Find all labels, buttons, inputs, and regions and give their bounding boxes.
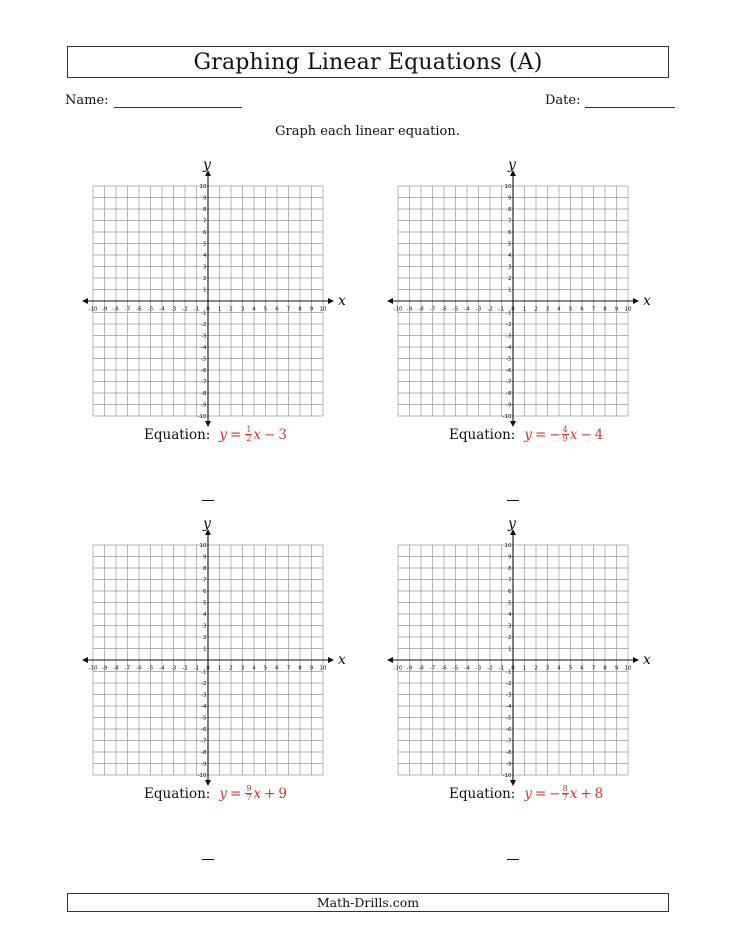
y-axis-name: y bbox=[203, 516, 211, 532]
x-axis-right-arrow-icon bbox=[328, 657, 334, 663]
y-tick-label: 6 bbox=[508, 589, 512, 595]
x-tick-label: -6 bbox=[441, 665, 447, 672]
x-axis-name: x bbox=[338, 652, 346, 668]
x-axis-name: x bbox=[643, 652, 651, 668]
x-tick-label: -7 bbox=[429, 665, 436, 672]
name-field bbox=[65, 92, 242, 108]
x-axis-left-arrow-icon bbox=[82, 298, 88, 304]
y-tick-label: 3 bbox=[203, 264, 207, 271]
y-tick-label: -7 bbox=[506, 738, 512, 745]
x-tick-label: -4 bbox=[464, 665, 470, 672]
y-tick-label: -5 bbox=[201, 715, 207, 722]
x-tick-label: -7 bbox=[124, 306, 131, 313]
x-tick-label: 2 bbox=[229, 306, 233, 313]
x-tick-label: 3 bbox=[545, 306, 550, 313]
answer-line-2[interactable] bbox=[507, 500, 519, 501]
x-tick-label: 5 bbox=[568, 306, 573, 313]
y-tick-label: 6 bbox=[203, 589, 207, 595]
x-tick-label: 0 bbox=[511, 306, 515, 313]
name-label: Name: bbox=[65, 93, 109, 108]
fraction: $\frac{1}{2}$ bbox=[246, 425, 252, 443]
x-tick-label: -8 bbox=[418, 306, 424, 313]
y-tick-label: -7 bbox=[201, 379, 207, 386]
y-tick-label: -4 bbox=[201, 704, 207, 710]
answer-line-3[interactable] bbox=[202, 859, 214, 860]
x-tick-label: 4 bbox=[557, 306, 561, 313]
x-tick-label: 7 bbox=[591, 306, 596, 313]
y-tick-label: -8 bbox=[506, 391, 512, 397]
x-tick-label: 5 bbox=[568, 665, 573, 672]
name-blank[interactable] bbox=[114, 92, 242, 108]
x-tick-label: -2 bbox=[182, 306, 188, 313]
y-tick-label: 5 bbox=[508, 241, 512, 248]
y-tick-label: -10 bbox=[502, 414, 512, 420]
y-tick-label: -1 bbox=[506, 669, 512, 676]
x-tick-label: -6 bbox=[136, 306, 142, 313]
y-tick-label: 4 bbox=[508, 253, 512, 259]
x-tick-label: 4 bbox=[557, 665, 561, 672]
x-tick-label: -7 bbox=[124, 665, 131, 672]
x-axis-right-arrow-icon bbox=[328, 298, 334, 304]
x-tick-label: -5 bbox=[452, 306, 459, 313]
x-tick-label: 1 bbox=[217, 306, 222, 313]
y-tick-label: -2 bbox=[506, 322, 512, 328]
x-tick-label: 10 bbox=[624, 665, 632, 672]
equation-label: Equation: bbox=[449, 785, 516, 802]
equation-4: y = − $\frac{8}{7}$ x + 8 bbox=[524, 784, 604, 802]
x-tick-label: -10 bbox=[88, 306, 98, 313]
y-tick-label: -9 bbox=[506, 402, 512, 409]
answer-line-1[interactable] bbox=[202, 500, 214, 501]
page-title: Graphing Linear Equations (A) bbox=[193, 49, 543, 75]
y-tick-label: 2 bbox=[203, 276, 207, 282]
y-tick-label: -6 bbox=[201, 727, 207, 733]
x-tick-label: -4 bbox=[159, 665, 165, 672]
y-tick-label: -5 bbox=[506, 356, 512, 363]
y-tick-label: -3 bbox=[201, 692, 207, 699]
x-tick-label: -6 bbox=[441, 306, 447, 313]
equation-label: Equation: bbox=[144, 785, 211, 802]
y-tick-label: 8 bbox=[508, 566, 512, 572]
x-tick-label: 9 bbox=[614, 665, 619, 672]
y-tick-label: 2 bbox=[508, 635, 512, 641]
y-tick-label: 6 bbox=[203, 230, 207, 236]
x-tick-label: 7 bbox=[286, 665, 291, 672]
equation-row-2 bbox=[449, 426, 603, 443]
equation-row-1 bbox=[144, 426, 287, 443]
y-tick-label: 1 bbox=[203, 287, 207, 294]
x-tick-label: 10 bbox=[624, 306, 632, 313]
y-tick-label: -3 bbox=[506, 692, 512, 699]
y-tick-label: 10 bbox=[199, 543, 207, 549]
y-tick-label: 5 bbox=[203, 600, 207, 607]
x-axis-left-arrow-icon bbox=[387, 298, 393, 304]
x-tick-label: -5 bbox=[147, 306, 154, 313]
x-tick-label: 8 bbox=[298, 665, 302, 672]
x-tick-label: 10 bbox=[319, 665, 327, 672]
x-tick-label: 10 bbox=[319, 306, 327, 313]
coordinate-grid-2[interactable] bbox=[385, 155, 655, 427]
x-tick-label: -1 bbox=[498, 665, 505, 672]
equation-label: Equation: bbox=[144, 426, 211, 443]
x-tick-label: -4 bbox=[159, 306, 165, 313]
x-axis-name: x bbox=[643, 293, 651, 309]
date-label: Date: bbox=[545, 93, 581, 108]
y-tick-label: 4 bbox=[203, 612, 207, 618]
x-tick-label: -9 bbox=[101, 665, 108, 672]
x-tick-label: 8 bbox=[603, 665, 607, 672]
x-tick-label: 2 bbox=[534, 665, 538, 672]
y-tick-label: -6 bbox=[201, 368, 207, 374]
x-tick-label: -9 bbox=[101, 306, 108, 313]
x-tick-label: -10 bbox=[393, 665, 403, 672]
x-axis-name: x bbox=[338, 293, 346, 309]
y-tick-label: -8 bbox=[506, 750, 512, 756]
y-tick-label: 1 bbox=[508, 646, 512, 653]
y-tick-label: 4 bbox=[203, 253, 207, 259]
y-tick-label: 9 bbox=[203, 195, 207, 202]
y-tick-label: 2 bbox=[203, 635, 207, 641]
y-tick-label: -2 bbox=[201, 322, 207, 328]
x-tick-label: 1 bbox=[522, 306, 527, 313]
x-tick-label: 7 bbox=[286, 306, 291, 313]
x-tick-label: -5 bbox=[147, 665, 154, 672]
y-tick-label: -9 bbox=[201, 761, 207, 768]
x-tick-label: 0 bbox=[511, 665, 515, 672]
x-tick-label: 9 bbox=[309, 306, 314, 313]
y-tick-label: -1 bbox=[506, 310, 512, 317]
x-tick-label: 5 bbox=[263, 665, 268, 672]
x-tick-label: 9 bbox=[309, 665, 314, 672]
date-field bbox=[545, 92, 675, 108]
y-tick-label: 10 bbox=[504, 184, 512, 190]
x-tick-label: 4 bbox=[252, 665, 256, 672]
x-tick-label: 6 bbox=[275, 665, 279, 672]
y-tick-label: 1 bbox=[203, 646, 207, 653]
y-tick-label: 5 bbox=[203, 241, 207, 248]
fraction: $\frac{8}{7}$ bbox=[562, 784, 568, 802]
equation-1: y = $\frac{1}{2}$ x − 3 bbox=[219, 425, 287, 443]
y-tick-label: 10 bbox=[199, 184, 207, 190]
x-tick-label: 1 bbox=[522, 665, 527, 672]
x-tick-label: 3 bbox=[240, 665, 245, 672]
x-tick-label: -2 bbox=[182, 665, 188, 672]
y-tick-label: -9 bbox=[201, 402, 207, 409]
x-tick-label: 1 bbox=[217, 665, 222, 672]
y-tick-label: 7 bbox=[203, 577, 207, 584]
y-tick-label: 9 bbox=[508, 195, 512, 202]
equation-3: y = $\frac{9}{7}$ x + 9 bbox=[219, 784, 287, 802]
instructions: Graph each linear equation. bbox=[275, 124, 460, 139]
y-tick-label: 5 bbox=[508, 600, 512, 607]
x-tick-label: 3 bbox=[240, 306, 245, 313]
y-tick-label: -6 bbox=[506, 368, 512, 374]
x-tick-label: 0 bbox=[206, 306, 210, 313]
y-tick-label: 7 bbox=[203, 218, 207, 225]
y-axis-name: y bbox=[508, 157, 516, 173]
y-tick-label: -10 bbox=[502, 773, 512, 779]
equation-2: y = − $\frac{4}{9}$ x − 4 bbox=[524, 425, 604, 443]
y-tick-label: -3 bbox=[506, 333, 512, 340]
x-tick-label: -2 bbox=[487, 665, 493, 672]
y-tick-label: -5 bbox=[201, 356, 207, 363]
x-tick-label: -3 bbox=[170, 665, 177, 672]
x-tick-label: 2 bbox=[534, 306, 538, 313]
y-tick-label: 8 bbox=[203, 207, 207, 213]
x-tick-label: 0 bbox=[206, 665, 210, 672]
y-tick-label: -9 bbox=[506, 761, 512, 768]
x-tick-label: -2 bbox=[487, 306, 493, 313]
y-tick-label: 7 bbox=[508, 577, 512, 584]
x-tick-label: -6 bbox=[136, 665, 142, 672]
y-tick-label: -2 bbox=[201, 681, 207, 687]
y-tick-label: 7 bbox=[508, 218, 512, 225]
x-tick-label: 7 bbox=[591, 665, 596, 672]
x-axis-left-arrow-icon bbox=[82, 657, 88, 663]
y-tick-label: 4 bbox=[508, 612, 512, 618]
y-tick-label: 2 bbox=[508, 276, 512, 282]
x-tick-label: -10 bbox=[393, 306, 403, 313]
y-tick-label: 3 bbox=[203, 623, 207, 630]
y-axis-name: y bbox=[203, 157, 211, 173]
y-tick-label: -3 bbox=[201, 333, 207, 340]
y-tick-label: -4 bbox=[506, 704, 512, 710]
x-tick-label: 3 bbox=[545, 665, 550, 672]
date-blank[interactable] bbox=[585, 92, 675, 108]
x-tick-label: -9 bbox=[406, 665, 413, 672]
y-tick-label: -4 bbox=[201, 345, 207, 351]
fraction: $\frac{9}{7}$ bbox=[246, 784, 252, 802]
x-tick-label: -5 bbox=[452, 665, 459, 672]
y-tick-label: -7 bbox=[201, 738, 207, 745]
y-tick-label: -8 bbox=[201, 391, 207, 397]
x-tick-label: 4 bbox=[252, 306, 256, 313]
x-tick-label: -1 bbox=[193, 306, 200, 313]
y-tick-label: 9 bbox=[508, 554, 512, 561]
coordinate-grid-4[interactable] bbox=[385, 514, 655, 786]
fraction: $\frac{4}{9}$ bbox=[562, 425, 568, 443]
y-tick-label: -2 bbox=[506, 681, 512, 687]
y-axis-name: y bbox=[508, 516, 516, 532]
title-box bbox=[67, 46, 669, 78]
x-tick-label: 6 bbox=[580, 665, 584, 672]
y-tick-label: 3 bbox=[508, 264, 512, 271]
footer-text: Math-Drills.com bbox=[316, 895, 420, 910]
y-tick-label: -8 bbox=[201, 750, 207, 756]
y-tick-label: 10 bbox=[504, 543, 512, 549]
coordinate-grid-1[interactable] bbox=[80, 155, 350, 427]
x-tick-label: 6 bbox=[580, 306, 584, 313]
x-tick-label: -8 bbox=[418, 665, 424, 672]
x-axis-right-arrow-icon bbox=[633, 298, 639, 304]
equation-row-4 bbox=[449, 785, 603, 802]
x-tick-label: 5 bbox=[263, 306, 268, 313]
x-tick-label: 8 bbox=[298, 306, 302, 313]
y-tick-label: -5 bbox=[506, 715, 512, 722]
x-tick-label: -3 bbox=[170, 306, 177, 313]
x-tick-label: 9 bbox=[614, 306, 619, 313]
answer-line-4[interactable] bbox=[507, 859, 519, 860]
y-tick-label: -10 bbox=[197, 773, 207, 779]
y-tick-label: 9 bbox=[203, 554, 207, 561]
y-tick-label: -4 bbox=[506, 345, 512, 351]
coordinate-grid-3[interactable] bbox=[80, 514, 350, 786]
x-tick-label: 8 bbox=[603, 306, 607, 313]
x-tick-label: -8 bbox=[113, 306, 119, 313]
y-tick-label: 1 bbox=[508, 287, 512, 294]
x-axis-left-arrow-icon bbox=[387, 657, 393, 663]
x-tick-label: -1 bbox=[498, 306, 505, 313]
y-tick-label: -7 bbox=[506, 379, 512, 386]
x-axis-right-arrow-icon bbox=[633, 657, 639, 663]
y-tick-label: -10 bbox=[197, 414, 207, 420]
x-tick-label: -9 bbox=[406, 306, 413, 313]
y-tick-label: -1 bbox=[201, 310, 207, 317]
x-tick-label: -4 bbox=[464, 306, 470, 313]
x-tick-label: -3 bbox=[475, 306, 482, 313]
equation-label: Equation: bbox=[449, 426, 516, 443]
y-tick-label: 8 bbox=[508, 207, 512, 213]
x-tick-label: 2 bbox=[229, 665, 233, 672]
x-tick-label: -7 bbox=[429, 306, 436, 313]
y-tick-label: -1 bbox=[201, 669, 207, 676]
equation-row-3 bbox=[144, 785, 287, 802]
x-tick-label: -10 bbox=[88, 665, 98, 672]
x-tick-label: -1 bbox=[193, 665, 200, 672]
footer-box bbox=[67, 893, 669, 912]
x-tick-label: -8 bbox=[113, 665, 119, 672]
x-tick-label: 6 bbox=[275, 306, 279, 313]
y-tick-label: 3 bbox=[508, 623, 512, 630]
y-tick-label: 6 bbox=[508, 230, 512, 236]
y-tick-label: 8 bbox=[203, 566, 207, 572]
y-tick-label: -6 bbox=[506, 727, 512, 733]
x-tick-label: -3 bbox=[475, 665, 482, 672]
